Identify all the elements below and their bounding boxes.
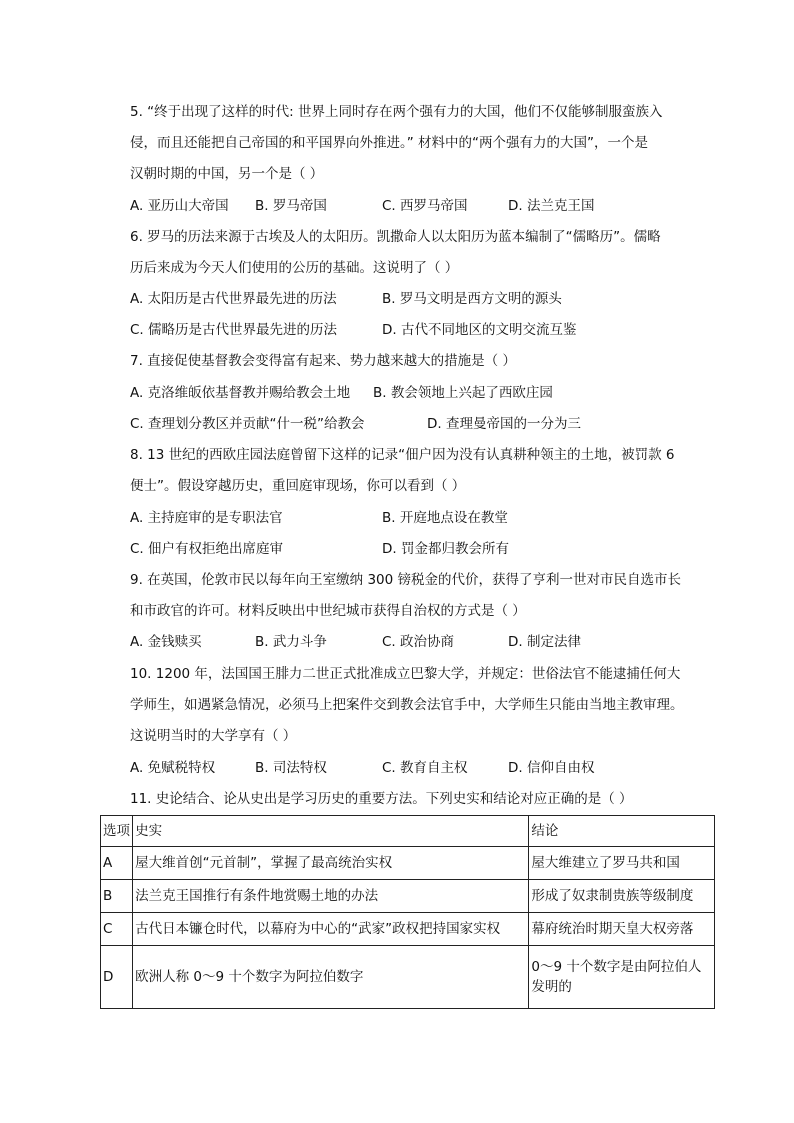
q7-option-d: D. 查理曼帝国的一分为三 bbox=[427, 416, 581, 432]
table-header-conclusion: 结论 bbox=[529, 816, 715, 847]
q6-option-c: C. 儒略历是古代世界最先进的历法 bbox=[130, 322, 338, 338]
q8-line-1: 8. 13 世纪的西欧庄园法庭曾留下这样的记录“佃户因为没有认真耕种领主的土地，被罚款 6 bbox=[130, 447, 675, 463]
table-header-row bbox=[101, 816, 715, 847]
q10-line-1: 10. 1200 年，法国国王腓力二世正式批准成立巴黎大学，并规定：世俗法官不能逮捕任何大 bbox=[130, 666, 681, 682]
q5-option-a: A. 亚历山大帝国 bbox=[130, 198, 229, 214]
q8-line-2: 便士”。假设穿越历史，重回庭审现场，你可以看到（ ） bbox=[130, 478, 466, 494]
table-header-fact: 史实 bbox=[133, 816, 529, 847]
q10-option-c: C. 教育自主权 bbox=[382, 760, 468, 776]
q7-option-b: B. 教会领地上兴起了西欧庄园 bbox=[373, 385, 553, 401]
q5-line-3: 汉朝时期的中国，另一个是（ ） bbox=[130, 166, 324, 182]
q10-option-b: B. 司法特权 bbox=[255, 760, 327, 776]
q9-line-2: 和市政官的许可。材料反映出中世纪城市获得自治权的方式是（ ） bbox=[130, 603, 526, 619]
q11-line-1: 11. 史论结合、论从史出是学习历史的重要方法。下列史实和结论对应正确的是（ ） bbox=[130, 791, 633, 807]
q8-option-c: C. 佃户有权拒绝出席庭审 bbox=[130, 541, 284, 557]
q7-option-a: A. 克洛维皈依基督教并赐给教会土地 bbox=[130, 385, 351, 401]
q5-line-2: 侵，而且还能把自己帝国的和平国界向外推进。” 材料中的“两个强有力的大国”，一个是 bbox=[130, 135, 649, 151]
q6-line-2: 历后来成为今天人们使用的公历的基础。这说明了（ ） bbox=[130, 260, 459, 276]
table-cell-fact: 古代日本镰仓时代，以幕府为中心的“武家”政权把持国家实权 bbox=[133, 913, 529, 946]
q10-line-3: 这说明当时的大学享有（ ） bbox=[130, 728, 297, 744]
table-row bbox=[101, 946, 715, 1009]
table-cell-conclusion: 0～9 十个数字是由阿拉伯人发明的 bbox=[529, 946, 715, 1009]
table-cell-conclusion: 屋大维建立了罗马共和国 bbox=[529, 847, 715, 880]
q8-option-d: D. 罚金都归教会所有 bbox=[382, 541, 509, 557]
q10-option-d: D. 信仰自由权 bbox=[508, 760, 595, 776]
q8-option-a: A. 主持庭审的是专职法官 bbox=[130, 510, 283, 526]
q11-table bbox=[100, 815, 715, 1009]
q9-option-c: C. 政治协商 bbox=[382, 634, 455, 650]
q9-option-b: B. 武力斗争 bbox=[255, 634, 327, 650]
q5-line-1: 5. “终于出现了这样的时代: 世界上同时存在两个强有力的大国，他们不仅能够制服蛮族入 bbox=[130, 104, 663, 120]
table-cell-fact: 法兰克王国推行有条件地赏赐土地的办法 bbox=[133, 880, 529, 913]
q5-option-d: D. 法兰克王国 bbox=[508, 198, 595, 214]
table-cell-conclusion: 幕府统治时期天皇大权旁落 bbox=[529, 913, 715, 946]
table-row bbox=[101, 847, 715, 880]
table-row bbox=[101, 913, 715, 946]
table-cell-option: B bbox=[101, 880, 133, 913]
q6-option-a: A. 太阳历是古代世界最先进的历法 bbox=[130, 291, 337, 307]
q8-option-b: B. 开庭地点设在教堂 bbox=[382, 510, 508, 526]
table-cell-option: C bbox=[101, 913, 133, 946]
table-cell-option: A bbox=[101, 847, 133, 880]
q9-line-1: 9. 在英国，伦敦市民以每年向王室缴纳 300 镑税金的代价，获得了亨利一世对市民自选市长 bbox=[130, 572, 682, 588]
q6-option-b: B. 罗马文明是西方文明的源头 bbox=[382, 291, 562, 307]
table-cell-fact: 欧洲人称 0～9 十个数字为阿拉伯数字 bbox=[133, 946, 529, 1009]
q7-option-c: C. 查理划分教区并贡献“什一税”给教会 bbox=[130, 416, 365, 432]
table-cell-option: D bbox=[101, 946, 133, 1009]
q9-option-d: D. 制定法律 bbox=[508, 634, 581, 650]
table-cell-conclusion: 形成了奴隶制贵族等级制度 bbox=[529, 880, 715, 913]
table-row bbox=[101, 880, 715, 913]
q7-line-1: 7. 直接促使基督教会变得富有起来、势力越来越大的措施是（ ） bbox=[130, 353, 516, 369]
q6-line-1: 6. 罗马的历法来源于古埃及人的太阳历。凯撒命人以太阳历为蓝本编制了“儒略历”。儒略 bbox=[130, 229, 661, 245]
q5-option-c: C. 西罗马帝国 bbox=[382, 198, 468, 214]
q6-option-d: D. 古代不同地区的文明交流互鉴 bbox=[382, 322, 577, 338]
q5-option-b: B. 罗马帝国 bbox=[255, 198, 327, 214]
q9-option-a: A. 金钱赎买 bbox=[130, 634, 202, 650]
table-header-option: 选项 bbox=[101, 816, 133, 847]
table-cell-fact: 屋大维首创“元首制”，掌握了最高统治实权 bbox=[133, 847, 529, 880]
q10-option-a: A. 免赋税特权 bbox=[130, 760, 216, 776]
q10-line-2: 学师生，如遇紧急情况，必须马上把案件交到教会法官手中，大学师生只能由当地主教审理。 bbox=[130, 697, 684, 713]
